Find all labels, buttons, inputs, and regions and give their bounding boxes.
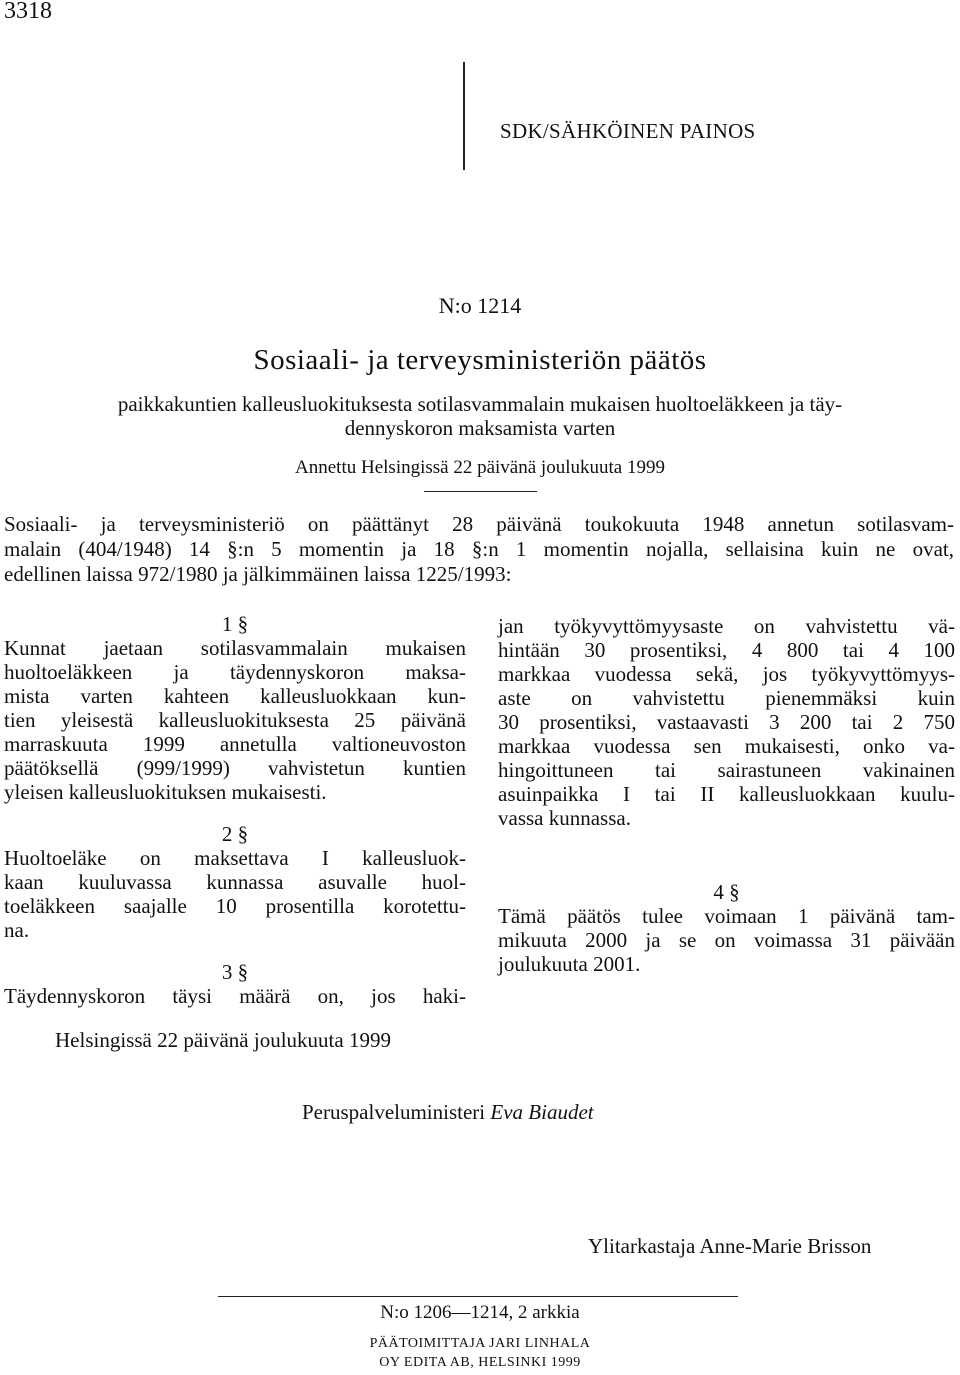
section-line: Tämä päätös tulee voimaan 1 päivänä tam- [498,904,955,928]
section-line: markkaa vuodessa sen mukaisesti, onko va- [498,734,955,758]
footer-editor: PÄÄTOIMITTAJA JARI LINHALA [369,1336,591,1351]
preamble-line: edellinen laissa 972/1980 ja jälkimmäinen laissa 1225/1993: [4,562,512,586]
section-line: joulukuuta 2001. [498,952,641,976]
minister-title: Peruspalveluministeri [302,1100,486,1124]
section-line: tien yleisestä kalleusluokituksesta 25 päivänä [4,708,466,732]
section-line: toeläkkeen saajalle 10 prosentilla korotettu- [4,894,466,918]
preamble-line: Sosiaali- ja terveysministeriö on päättänyt 28 päivänä toukokuuta 1948 annetun sotilasvam- [4,512,954,536]
section-4 [498,880,955,976]
section-line: päätöksellä (999/1999) vahvistetun kuntien [4,756,466,780]
section-line: hintään 30 prosentiksi, 4 800 tai 4 100 [498,638,955,662]
section-line: yleisen kalleusluokituksen mukaisesti. [4,780,327,804]
given-date: Annettu Helsingissä 22 päivänä joulukuuta 1999 [295,457,665,478]
section-line: kaan kuuluvassa kunnassa asuvalle huol- [4,870,466,894]
signature-official: Ylitarkastaja Anne-Marie Brisson [588,1234,872,1258]
section-3-continued [498,614,955,830]
edition-label: SDK/SÄHKÖINEN PAINOS [500,119,756,143]
section-line: mikuuta 2000 ja se on voimassa 31 päivään [498,928,955,952]
section-1 [4,612,466,804]
section-line: Kunnat jaetaan sotilasvammalain mukaisen [4,636,466,660]
preamble [4,512,954,587]
section-line: hingoittuneen tai sairastuneen vakinainen [498,758,955,782]
signature-place-date: Helsingissä 22 päivänä joulukuuta 1999 [55,1028,391,1052]
document-title: Sosiaali- ja terveysministeriön päätös [253,344,707,376]
section-line: Täydennyskoron täysi määrä on, jos haki- [4,984,466,1008]
section-3 [4,960,466,1008]
section-heading: 1 § [221,612,249,636]
document-subtitle [4,392,956,440]
statute-number: N:o 1214 [438,293,522,318]
section-line: huoltoeläkkeen ja täydennyskoron maksa- [4,660,466,684]
footer-divider [218,1296,738,1297]
section-line: aste on vahvistettu pienemmäksi kuin [498,686,955,710]
page-number: 3318 [4,0,52,24]
section-2 [4,822,466,942]
section-heading: 3 § [221,960,249,984]
section-line: markkaa vuodessa sekä, jos työkyvyttömyys- [498,662,955,686]
signature-minister [302,1100,594,1125]
footer-publisher: OY EDITA AB, HELSINKI 1999 [379,1355,581,1370]
title-divider [424,491,537,492]
footer-numbers: N:o 1206—1214, 2 arkkia [380,1302,580,1323]
section-heading: 4 § [713,880,740,904]
subtitle-line: dennyskoron maksamista varten [344,416,616,440]
section-heading: 2 § [221,822,249,846]
section-line: jan työkyvyttömyysaste on vahvistettu vä- [498,614,955,638]
minister-name: Eva Biaudet [490,1100,594,1124]
section-line: 30 prosentiksi, vastaavasti 3 200 tai 2 750 [498,710,955,734]
section-line: Huoltoeläke on maksettava I kalleusluok- [4,846,466,870]
edition-divider [463,62,465,170]
subtitle-line: paikkakuntien kalleusluokituksesta sotilasvammalain mukaisen huoltoeläkkeen ja täy- [117,392,843,416]
preamble-line: malain (404/1948) 14 §:n 5 momentin ja 18 §:n 1 momentin nojalla, sellaisina kuin ne ovat, [4,537,954,561]
section-line: mista varten kahteen kalleusluokkaan kun- [4,684,466,708]
section-line: vassa kunnassa. [498,806,631,830]
section-line: asuinpaikka I tai II kalleusluokkaan kuulu- [498,782,955,806]
section-line: marraskuuta 1999 annetulla valtioneuvoston [4,732,466,756]
section-line: na. [4,918,30,942]
